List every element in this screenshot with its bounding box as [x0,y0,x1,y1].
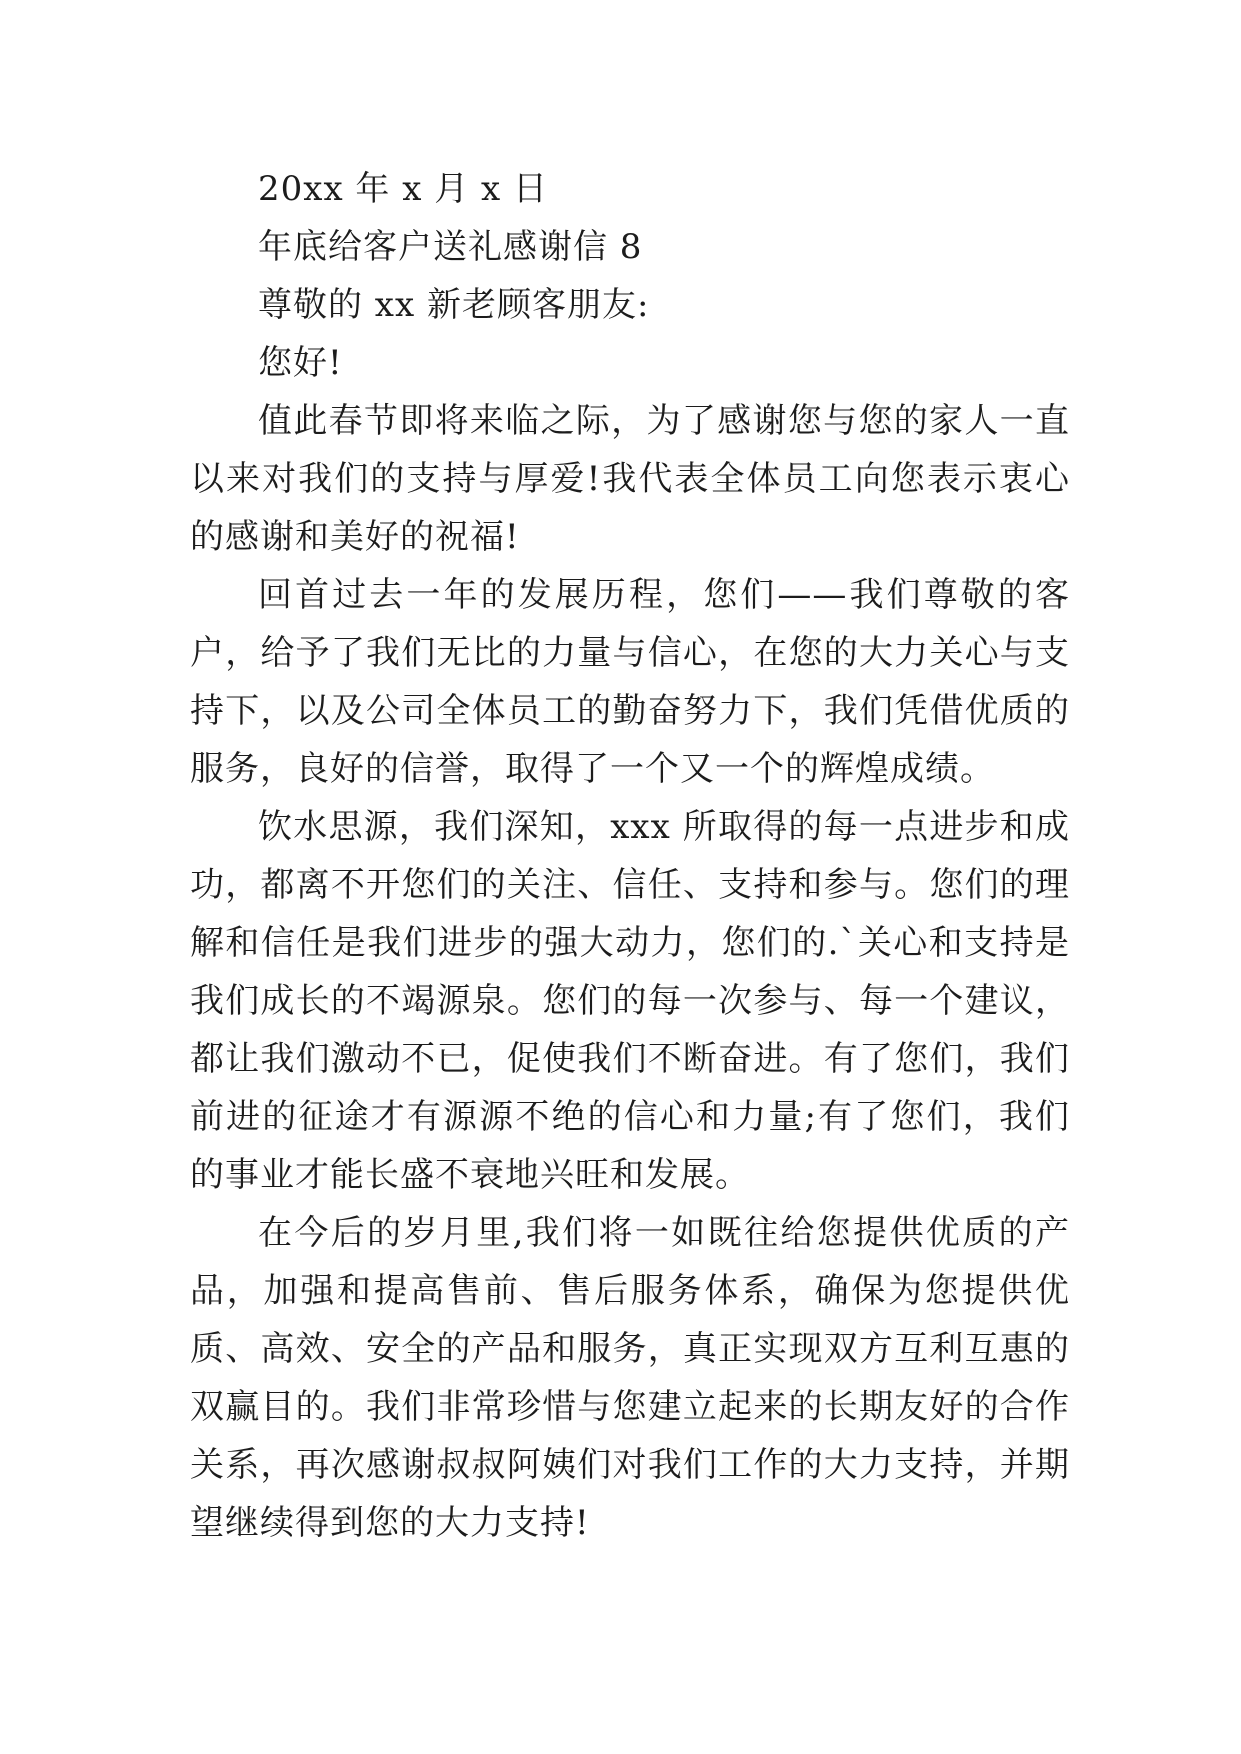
letter-title: 年底给客户送礼感谢信 8 [258,227,643,267]
letter-body [190,160,1070,1552]
salutation: 尊敬的 xx 新老顾客朋友: [258,285,650,325]
paragraph-gratitude: 饮水思源，我们深知，xxx 所取得的每一点进步和成功，都离不开您们的关注、信任、支持和参与。您们的理解和信任是我们进步的强大动力，您们的.`关心和支持是我们成长的不竭源泉。您们的每一次参与、每一个建议，都让我们激动不已，促使我们不断奋进。有了您们，我们前进的征途才有源源不绝的信心和力量;有了您们，我们的事业才能长盛不衰地兴旺和发展。 [190,807,1070,1195]
paragraph-future: 在今后的岁月里,我们将一如既往给您提供优质的产品，加强和提高售前、售后服务体系，确保为您提供优质、高效、安全的产品和服务，真正实现双方互利互惠的双赢目的。我们非常珍惜与您建立起来的长期友好的合作关系，再次感谢叔叔阿姨们对我们工作的大力支持，并期望继续得到您的大力支持! [190,1213,1070,1543]
paragraph-thanks: 值此春节即将来临之际，为了感谢您与您的家人一直以来对我们的支持与厚爱!我代表全体员工向您表示衷心的感谢和美好的祝福! [190,401,1070,557]
date-line: 20xx 年 x 月 x 日 [258,169,549,209]
paragraph-review: 回首过去一年的发展历程，您们——我们尊敬的客户，给予了我们无比的力量与信心，在您的大力关心与支持下，以及公司全体员工的勤奋努力下，我们凭借优质的服务，良好的信誉，取得了一个又一个的辉煌成绩。 [190,575,1070,789]
greeting: 您好! [258,343,343,383]
